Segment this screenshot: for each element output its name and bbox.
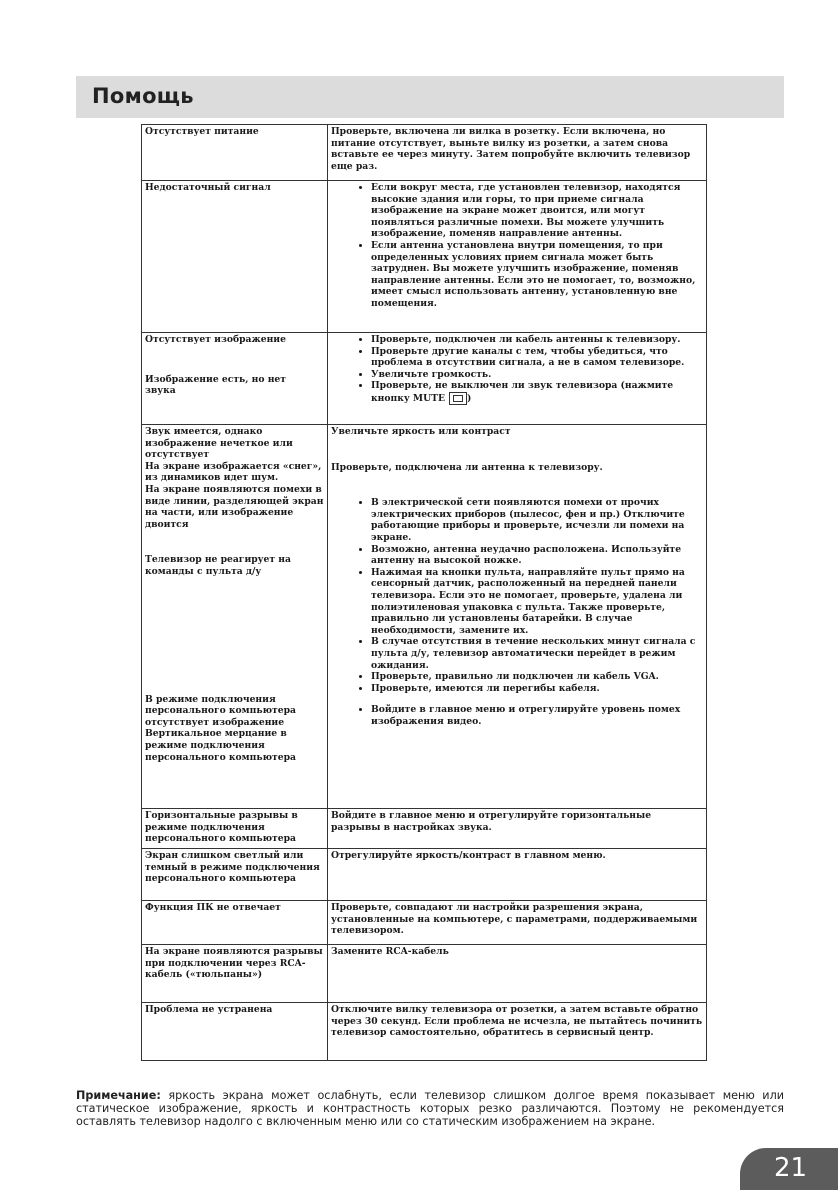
table-row: [142, 945, 707, 1003]
problem-text: На экране изображается «снег», из динамиков идет шум.: [145, 460, 322, 484]
list-item: • Если антенна установлена внутри помещения, то при определенных условиях прием сигнала может быть затруднен. Вы можете улучшить изображение, поменяв направление антенны. Если это не помогает, то, возможно, имеет смысл использовать антенну, установленную вне помещения.: [371, 240, 703, 310]
section-title: Помощь: [92, 84, 194, 108]
solution-text: Проверьте, включена ли вилка в розетку. Если включена, но питание отсутствует, выньте вилку из розетки, а затем снова вставьте ее через минуту. Затем попробуйте включить телевизор еще раз.: [331, 126, 691, 172]
section-header-bar: [76, 76, 784, 118]
solution-text: Увеличьте яркость или контраст: [331, 426, 511, 437]
list-item: • В случае отсутствия в течение нескольких минут сигнала с пульта д/у, телевизор автоматически перейдет в режим ожидания.: [371, 636, 703, 671]
solution-text: Проверьте, совпадают ли настройки разрешения экрана, установленные на компьютере, с параметрами, поддерживаемыми телевизором.: [331, 902, 698, 937]
list-item: • Войдите в главное меню и отрегулируйте уровень помех изображения видео.: [371, 704, 703, 727]
table-row: [142, 181, 707, 333]
problem-cell: [142, 125, 328, 181]
table-row: [142, 125, 707, 181]
solution-bullets: [331, 334, 703, 405]
problem-cell: [142, 945, 328, 1003]
note-label: Примечание:: [76, 1089, 161, 1102]
solution-cell: [328, 849, 707, 901]
solution-bullets: [331, 704, 703, 727]
problem-cell: [142, 425, 328, 809]
solution-text: Войдите в главное меню и отрегулируйте горизонтальные разрывы в настройках звука.: [331, 810, 652, 833]
solution-cell: [328, 181, 707, 333]
list-item: • Проверьте другие каналы с тем, чтобы убедиться, что проблема в отсутствии сигнала, а не в самом телевизоре.: [371, 346, 703, 369]
solution-text: Проверьте, подключена ли антенна к телевизору.: [331, 461, 603, 473]
list-item: • В электрической сети появляются помехи от прочих электрических приборов (пылесос, фен и пр.) Отключите работающие приборы и проверьте, исчезли ли помехи на экране.: [371, 497, 703, 543]
problem-cell: [142, 333, 328, 425]
problem-text: Недостаточный сигнал: [145, 182, 271, 193]
problem-text: Вертикальное мерцание в режиме подключения персонального компьютера: [145, 728, 296, 763]
problem-text: На экране появляются помехи в виде линии, разделяющей экран на части, или изображение двоится: [145, 483, 324, 530]
table-row: [142, 333, 707, 425]
list-item: • Нажимая на кнопки пульта, направляйте пульт прямо на сенсорный датчик, расположенный на передней панели телевизора. Если это не помогает, проверьте, удалена ли полиэтиленовая упаковка с пульта. Также проверьте, правильно ли установлены батарейки. В случае необходимости, замените их.: [371, 567, 703, 637]
solution-cell: [328, 333, 707, 425]
troubleshooting-table: [141, 124, 707, 1061]
problem-text: Изображение есть, но нет звука: [145, 373, 286, 397]
problem-text: Отсутствует изображение: [145, 334, 286, 345]
list-item: • Проверьте, подключен ли кабель антенны к телевизору.: [371, 334, 703, 346]
solution-text: Замените RCA-кабель: [331, 946, 449, 957]
problem-cell: [142, 181, 328, 333]
mute-button-icon: [449, 392, 467, 405]
problem-cell: [142, 1003, 328, 1061]
list-item: • Возможно, антенна неудачно расположена. Используйте антенну на высокой ножке.: [371, 544, 703, 567]
solution-bullets: [331, 497, 703, 694]
problem-text: Проблема не устранена: [145, 1004, 273, 1015]
table-row: [142, 809, 707, 849]
note-text: яркость экрана может ослабнуть, если телевизор слишком долгое время показывает меню или статическое изображение, яркость и контрастность которых резко различаются. Поэтому не рекомендуется оставлять телевизор надолго с включенным меню или со статическим изображением на экране.: [76, 1089, 784, 1128]
list-item: • Если вокруг места, где установлен телевизор, находятся высокие здания или горы, то при приеме сигнала изображение на экране может двоится, или могут появляться различные помехи. Вы можете улучшить изображение, поменяв направление антенны.: [371, 182, 703, 240]
solution-cell: [328, 1003, 707, 1061]
mute-instruction-text: Проверьте, не выключен ли звук телевизора (нажмите кнопку MUTE: [371, 380, 674, 404]
table-row: [142, 849, 707, 901]
mute-instruction-close: ): [466, 392, 472, 404]
page-number: 21: [774, 1153, 808, 1183]
list-item: • Увеличьте громкость.: [371, 369, 703, 381]
problem-text: Телевизор не реагирует на команды с пульта д/у: [145, 554, 291, 577]
problem-text: В режиме подключения персонального компьютера отсутствует изображение: [145, 693, 296, 728]
problem-cell: [142, 901, 328, 945]
solution-cell: [328, 125, 707, 181]
solution-bullets: [331, 182, 703, 310]
list-item: [371, 380, 703, 405]
table-row: [142, 425, 707, 809]
problem-text: Отсутствует питание: [145, 126, 259, 137]
problem-cell: [142, 809, 328, 849]
problem-text: Горизонтальные разрывы в режиме подключения персонального компьютера: [145, 810, 298, 845]
note-paragraph: [76, 1089, 784, 1128]
table-row: [142, 901, 707, 945]
list-item: • Проверьте, имеются ли перегибы кабеля.: [371, 683, 703, 695]
solution-cell: [328, 945, 707, 1003]
problem-text: Экран слишком светлый или темный в режиме подключения персонального компьютера: [145, 850, 320, 885]
solution-text: Отключите вилку телевизора от розетки, а затем вставьте обратно через 30 секунд. Если проблема не исчезла, не пытайтесь починить телевизор самостоятельно, обратитесь в сервисный центр.: [331, 1004, 703, 1039]
solution-cell: [328, 809, 707, 849]
list-item: • Проверьте, правильно ли подключен ли кабель VGA.: [371, 671, 703, 683]
page-number-badge: [740, 1148, 838, 1190]
problem-text: Функция ПК не отвечает: [145, 902, 281, 913]
table-row: [142, 1003, 707, 1061]
problem-text: На экране появляются разрывы при подключении через RCA-кабель («тюльпаны»): [145, 946, 323, 981]
solution-text: Отрегулируйте яркость/контраст в главном меню.: [331, 850, 606, 861]
solution-cell: [328, 425, 707, 809]
solution-cell: [328, 901, 707, 945]
problem-cell: [142, 849, 328, 901]
problem-text: Звук имеется, однако изображение нечеткое или отсутствует: [145, 426, 293, 461]
